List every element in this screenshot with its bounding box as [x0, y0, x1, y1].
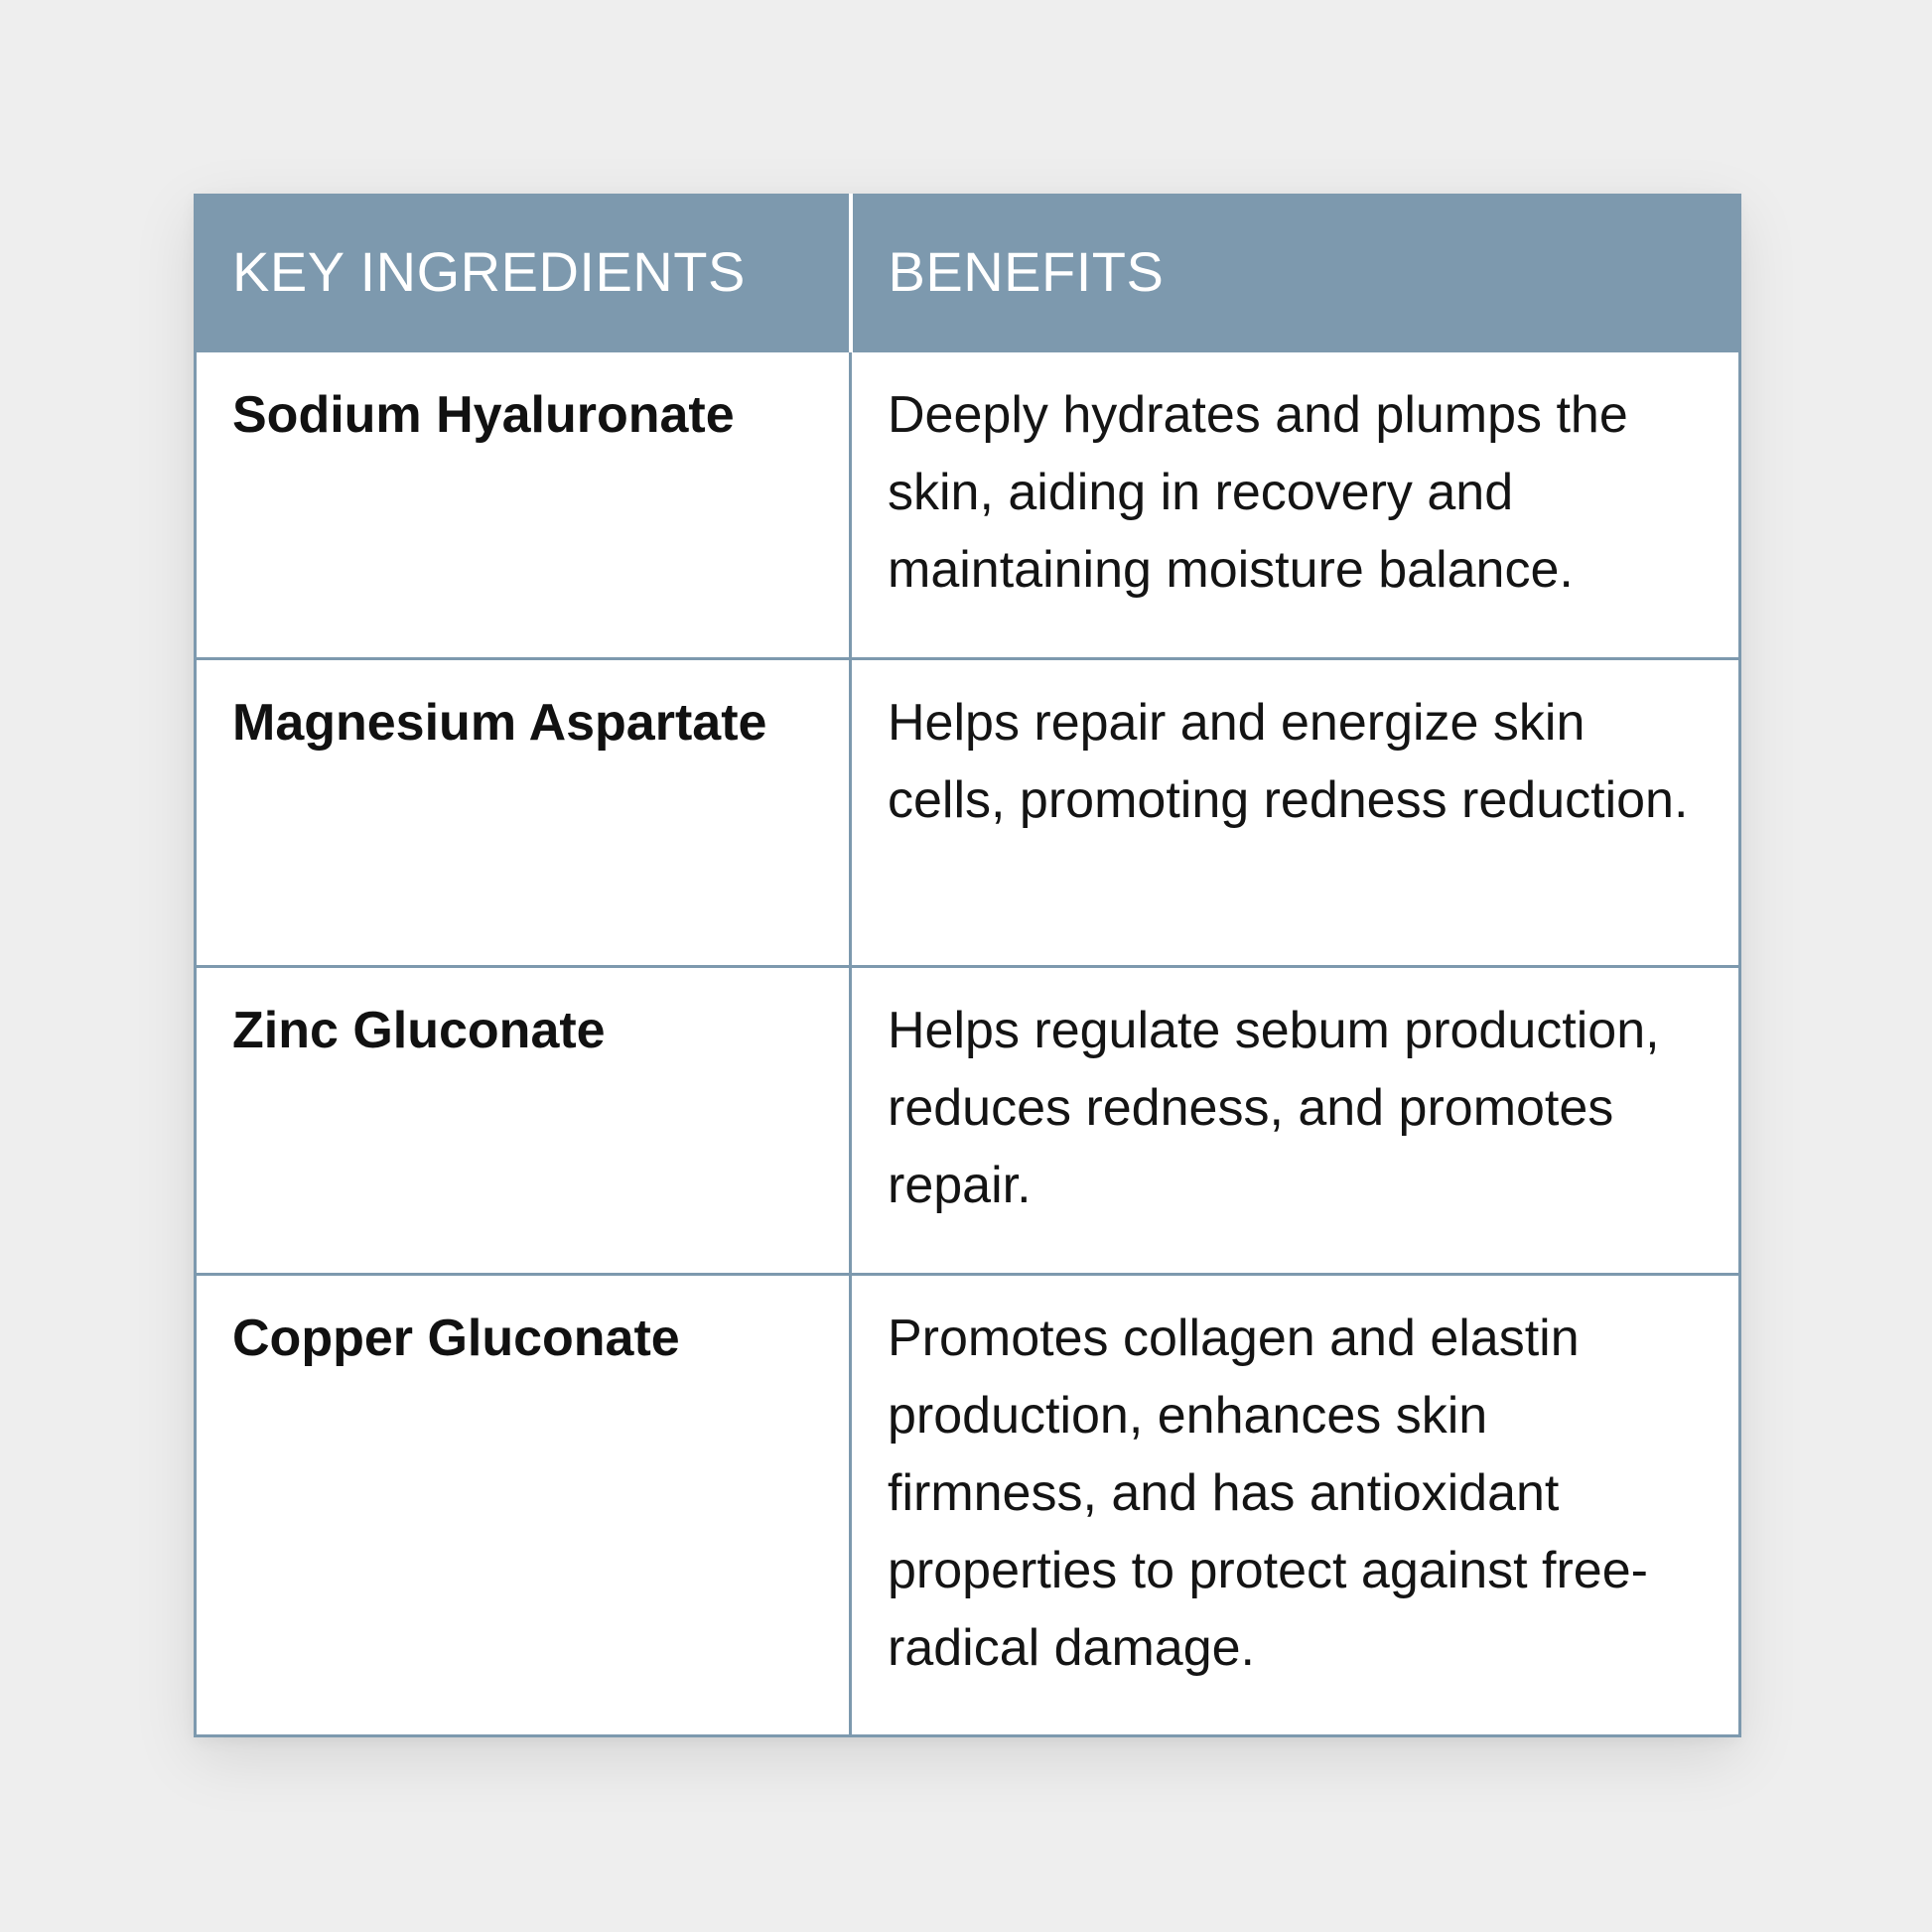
table-header [196, 194, 1740, 350]
header-benefits: BENEFITS [851, 194, 1740, 350]
benefit-cell: Deeply hydrates and plumps the skin, aiding in recovery and maintaining moisture balance. [851, 350, 1740, 658]
benefit-cell: Helps repair and energize skin cells, promoting redness reduction. [851, 658, 1740, 966]
table-row [196, 350, 1740, 658]
table-row [196, 658, 1740, 966]
benefit-cell: Promotes collagen and elastin production, enhances skin firmness, and has antioxidant properties to protect against free-radical damage. [851, 1274, 1740, 1735]
benefit-cell: Helps regulate sebum production, reduces redness, and promotes repair. [851, 966, 1740, 1274]
ingredient-cell: Copper Gluconate [196, 1274, 851, 1735]
ingredient-cell: Zinc Gluconate [196, 966, 851, 1274]
ingredient-cell: Magnesium Aspartate [196, 658, 851, 966]
table-row [196, 966, 1740, 1274]
header-row [196, 194, 1740, 350]
header-key-ingredients: KEY INGREDIENTS [196, 194, 851, 350]
ingredients-table [194, 194, 1741, 1737]
ingredients-card [194, 194, 1738, 1737]
table-body [196, 350, 1740, 1735]
ingredient-cell: Sodium Hyaluronate [196, 350, 851, 658]
table-row [196, 1274, 1740, 1735]
